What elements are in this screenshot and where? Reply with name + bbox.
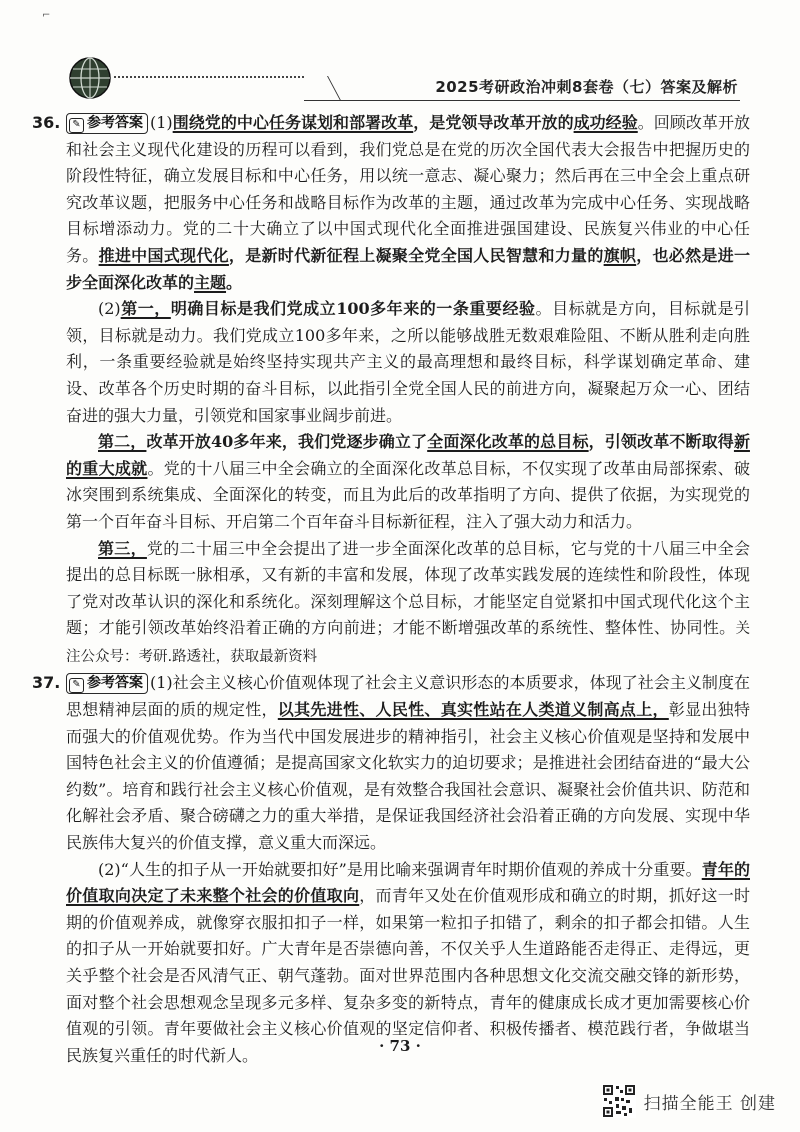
globe-icon <box>68 56 112 100</box>
q36-paragraph-3: 第二，改革开放40多年来，我们党逐步确立了全面深化改革的总目标，引领改革不断取得新的重大成就。党的十八届三中全会确立的全面深化改革总目标，不仅实现了改革由局部探索、破冰突围到系统集成、全面深化的转变，而且为此后的改革指明了方向、提供了依据，为实现党的第一个百年奋斗目标、开启第二个百年奋斗目标新征程，注入了强大动力和活力。 <box>66 432 750 531</box>
header-rule <box>304 100 740 101</box>
scanner-watermark <box>602 1084 776 1118</box>
question-36-answer <box>32 110 750 670</box>
header-dotted-rule <box>114 76 304 78</box>
page-number: · 73 · <box>379 1037 421 1055</box>
question-number: 37. <box>32 673 61 693</box>
watermark-text: 扫描全能王 创建 <box>643 1093 776 1114</box>
pen-icon: ✎ <box>69 118 84 133</box>
q36-paragraph-4: 第三，党的二十届三中全会提出了进一步全面深化改革的总目标，它与党的十八届三中全会提出的总目标既一脉相承，又有新的丰富和发展，体现了改革实践发展的连续性和阶段性，体现了党对改革认识的深化和系统化。深刻理解这个总目标，才能坚定自觉紧扣中国式现代化这个主题；才能引领改革始终沿着正确的方向前进；才能不断增强改革的系统性、整体性、协同性。关注公众号：考研.路透社，获取最新资料 <box>66 538 750 665</box>
q36-paragraph-2: (2)第一，明确目标是我们党成立100多年来的一条重要经验。目标就是方向，目标就是引领，目标就是动力。我们党成立100多年来，之所以能够战胜无数艰难险阻、不断从胜利走向胜利，一条重要经验就是始终坚持实现共产主义的最高理想和最终目标，科学谋划确定革命、建设、改革各个历史时期的奋斗目标，以此指引全党全国人民的前进方向，凝聚起万众一心、团结奋进的强大力量，引领党和国家事业阔步前进。 <box>66 299 750 425</box>
q37-paragraph-1: ✎ 参考答案 (1)社会主义核心价值观体现了社会主义意识形态的本质要求，体现了社会主义制度在思想精神层面的质的规定性，以其先进性、人民性、真实性站在人类道义制高点上，彰显出独特而强大的价值观优势。作为当代中国发展进步的精神指引，社会主义核心价值观是坚持和发展中国特色社会主义的价值遵循；是提高国家文化软实力的迫切要求；是推进社会团结奋进的“最大公约数”。培育和践行社会主义核心价值观，是有效整合我国社会意识、凝聚社会价值共识、防范和化解社会矛盾、聚合磅礴之力的重大举措，是保证我国经济社会沿着正确的方向发展、实现中华民族伟大复兴的价值支撑，意义重大而深远。 <box>66 673 750 853</box>
reference-answer-tag: ✎ 参考答案 <box>66 673 148 694</box>
q37-paragraph-2: (2)“人生的扣子从一开始就要扣好”是用比喻来强调青年时期价值观的养成十分重要。青年的价值取向决定了未来整个社会的价值取向，而青年又处在价值观形成和确立的时期，抓好这一时期的价值观养成，就像穿衣服扣扣子一样，如果第一粒扣子扣错了，剩余的扣子都会扣错。人生的扣子从一开始就要扣好。广大青年是否崇德向善，不仅关乎人生道路能否走得正、走得远，更关乎整个社会是否风清气正、朝气蓬勃。面对世界范围内各种思想文化交流交融交锋的新形势，面对整个社会思想观念呈现多元多样、复杂多变的新特点，青年的健康成长成才更加需要核心价值观的引领。青年要做社会主义核心价值观的坚定信仰者、积极传播者、模范践行者，争做堪当民族复兴重任的时代新人。 <box>66 859 750 1065</box>
reference-answer-tag: ✎ 参考答案 <box>66 113 148 134</box>
page-header <box>64 56 740 104</box>
promo-note: 关注公众号：考研.路透社，获取最新资料 <box>66 621 750 665</box>
header-divider <box>302 76 341 101</box>
answer-content <box>32 110 750 1069</box>
qr-code-icon <box>602 1084 636 1118</box>
q36-paragraph-1: ✎ 参考答案 (1)围绕党的中心任务谋划和部署改革，是党领导改革开放的成功经验。回顾改革开放和社会主义现代化建设的历程可以看到，我们党总是在党的历次全国代表大会报告中把握历史的阶段性特征，确立发展目标和中心任务，用以统一意志、凝心聚力；然后再在三中全会上重点研究改革议题，把服务中心任务和战略目标作为改革的主题，通过改革为完成中心任务、实现战略目标增添动力。党的二十大确立了以中国式现代化全面推进强国建设、民族复兴伟业的中心任务。推进中国式现代化，是新时代新征程上凝聚全党全国人民智慧和力量的旗帜，也必然是进一步全面深化改革的主题。 <box>66 113 750 292</box>
question-37-answer <box>32 670 750 1069</box>
pen-icon: ✎ <box>69 678 84 693</box>
scan-corner-mark: ⌐ <box>42 10 51 21</box>
question-number: 36. <box>32 113 61 132</box>
header-title: 2025考研政治冲刺8套卷（七）答案及解析 <box>435 78 738 96</box>
